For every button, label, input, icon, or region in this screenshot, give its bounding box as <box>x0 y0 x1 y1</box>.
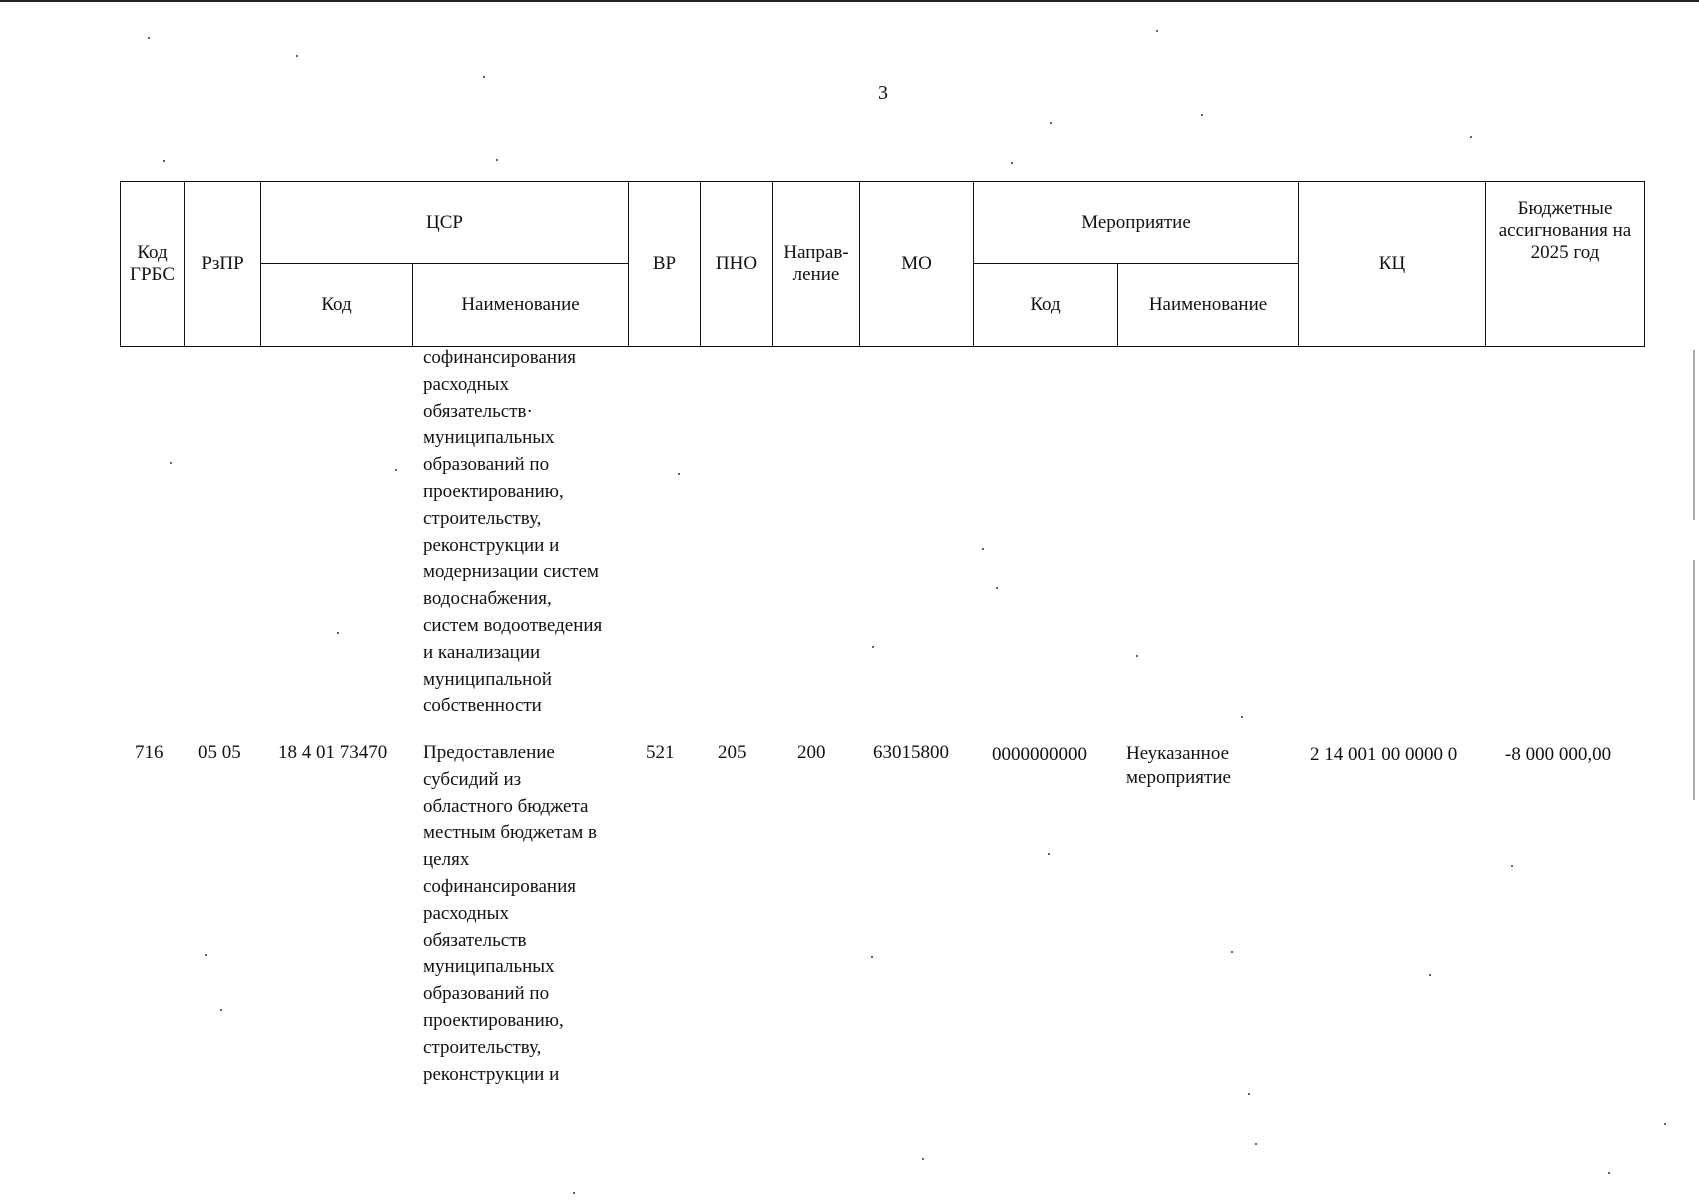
text-line: муниципальной <box>423 668 552 690</box>
speck <box>1011 162 1013 164</box>
text-line: субсидий из <box>423 768 522 790</box>
speck <box>1248 1093 1250 1095</box>
speck <box>573 1192 575 1194</box>
speck <box>170 462 172 464</box>
speck <box>871 956 873 958</box>
text-line: реконструкции и <box>423 1063 560 1085</box>
text-line: проектированию, <box>423 480 564 502</box>
text-line: модернизации систем <box>423 561 599 583</box>
speck <box>296 55 298 57</box>
speck <box>1156 30 1158 32</box>
speck <box>395 469 397 471</box>
speck <box>163 160 165 162</box>
row-mer-name: Неуказанное мероприятие <box>1126 743 1231 788</box>
header-csr: ЦСР <box>261 182 629 264</box>
text-line: обязательств· <box>423 400 533 422</box>
speck <box>148 37 150 39</box>
header-meropriyatie: Мероприятие <box>974 182 1299 264</box>
header-mo: МО <box>860 182 974 347</box>
speck <box>872 646 874 648</box>
text-line: строительству, <box>423 1036 542 1058</box>
text-line: расходных <box>423 373 509 395</box>
text-line: собственности <box>423 695 542 717</box>
text-line: софинансирования <box>423 347 577 368</box>
page-number: 3 <box>878 82 888 104</box>
top-border-line <box>0 0 1699 2</box>
speck <box>1470 136 1472 138</box>
speck <box>996 587 998 589</box>
speck <box>496 159 498 161</box>
text-line: образований по <box>423 454 550 476</box>
speck <box>1136 655 1138 657</box>
speck <box>1608 1172 1610 1174</box>
row-mo: 63015800 <box>873 742 949 763</box>
speck <box>1050 122 1052 124</box>
speck <box>1255 1143 1257 1145</box>
speck <box>1429 974 1431 976</box>
header-napravlenie: Направ-ление <box>773 182 860 347</box>
speck <box>205 954 207 956</box>
text-line: и канализации <box>423 641 541 663</box>
text-line: строительству, <box>423 507 542 529</box>
text-line: софинансирования <box>423 875 577 897</box>
text-line: образований по <box>423 983 550 1005</box>
text-line: муниципальных <box>423 956 555 978</box>
header-budget: Бюджетные ассигнования на 2025 год <box>1486 182 1645 347</box>
speck <box>220 1009 222 1011</box>
row-mer-kod: 0000000000 <box>992 744 1087 765</box>
row-vr: 521 <box>646 742 675 763</box>
text-line: расходных <box>423 902 509 924</box>
row-pno: 205 <box>718 742 747 763</box>
row-csr-kod: 18 4 01 73470 <box>278 742 388 763</box>
text-line: обязательств <box>423 929 527 951</box>
header-mer-name: Наименование <box>1118 264 1299 347</box>
header-mer-kod: Код <box>974 264 1118 347</box>
header-rzpr: РзПР <box>185 182 261 347</box>
table-header <box>120 181 1645 347</box>
header-vr: ВР <box>629 182 701 347</box>
speck <box>1511 865 1513 867</box>
text-line: областного бюджета <box>423 795 589 817</box>
header-kod-grbs: Код ГРБС <box>121 182 185 347</box>
text-line: целях <box>423 849 470 871</box>
text-line: муниципальных <box>423 427 555 449</box>
scan-edge <box>1693 560 1695 800</box>
speck <box>922 1158 924 1160</box>
row-kc: 2 14 001 00 0000 0 <box>1310 744 1458 765</box>
row-rzpr: 05 05 <box>198 742 241 763</box>
header-pno: ПНО <box>701 182 773 347</box>
row-csr-name <box>423 740 623 1088</box>
header-csr-name: Наименование <box>413 264 629 347</box>
speck <box>1664 1123 1666 1125</box>
text-line: проектированию, <box>423 1009 564 1031</box>
speck <box>1201 114 1203 116</box>
scan-edge <box>1693 350 1695 520</box>
header-kc: КЦ <box>1299 182 1486 347</box>
continuation-text <box>423 345 623 720</box>
text-line: Предоставление <box>423 742 555 763</box>
text-line: реконструкции и <box>423 534 560 556</box>
speck <box>1231 951 1233 953</box>
text-line: местным бюджетам в <box>423 822 597 844</box>
text-line: водоснабжения, <box>423 588 552 610</box>
speck <box>1048 853 1050 855</box>
row-budget: -8 000 000,00 <box>1505 744 1612 765</box>
row-kod-grbs: 716 <box>135 742 164 763</box>
speck <box>1241 716 1243 718</box>
speck <box>982 548 984 550</box>
speck <box>337 632 339 634</box>
speck <box>678 473 680 475</box>
header-csr-kod: Код <box>261 264 413 347</box>
row-napravlenie: 200 <box>797 742 826 763</box>
text-line: систем водоотведения <box>423 614 603 636</box>
speck <box>483 76 485 78</box>
